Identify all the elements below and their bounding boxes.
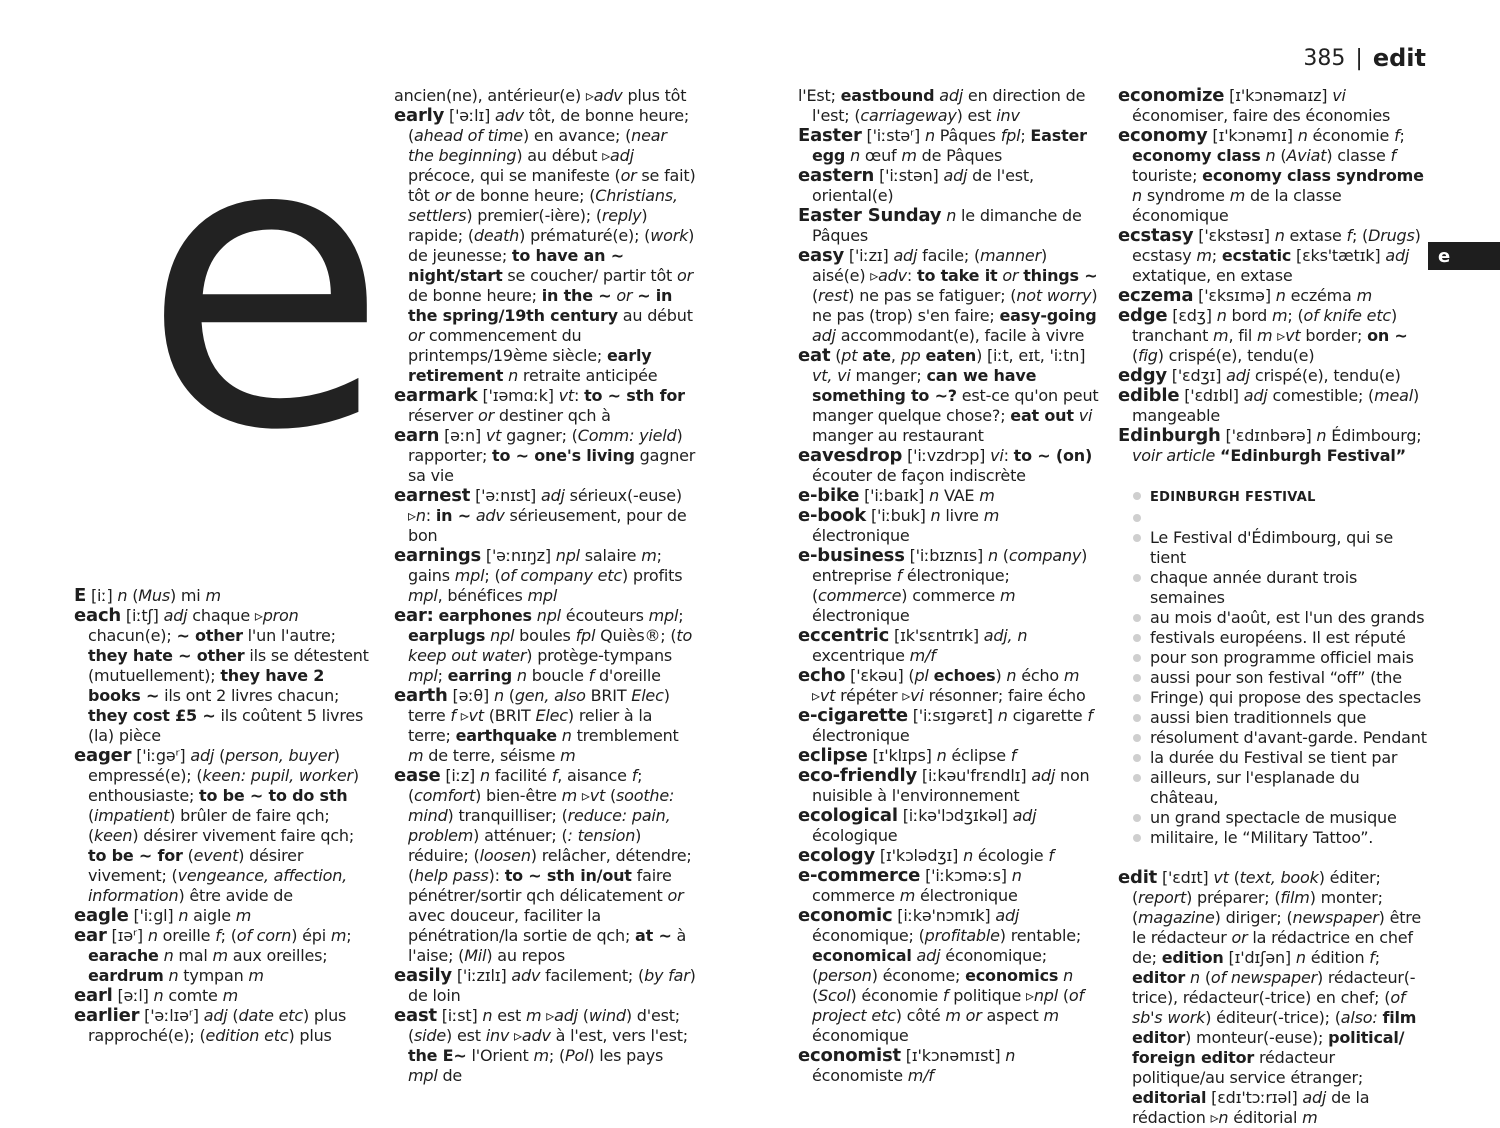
dictionary-entry: ear: earphones npl écouteurs mpl; earplugs npl boules fpl Quiès®; (to keep out water) protège-tympans mpl; earring n boucle f d'oreille [394,605,693,685]
dictionary-entry: ecological [iːkə'lɔdʒɪkəl] adj écologique [798,805,1037,845]
page-number: 385 [1303,45,1346,71]
dictionary-entry: E [iː] n (Mus) mi m [74,585,221,606]
dictionary-entry: each [iːtʃ] adj chaque ▹pron chacun(e); ~ other l'un l'autre; they hate ~ other ils se détestent (mutuellement); they have 2 books ~ ils ont 2 livres chacun; they cost £5 ~ ils coûtent 5 livres (la) pièce [74,605,369,745]
guide-word: edit [1372,44,1426,72]
dictionary-entry: echo ['ɛkəu] (pl echoes) n écho m ▹vt répéter ▹vi résonner; faire écho [798,665,1086,705]
dictionary-entry: eavesdrop ['iːvzdrɔp] vi: to ~ (on) écouter de façon indiscrète [798,445,1093,485]
dictionary-entry: ecstasy ['ɛkstəsɪ] n extase f; (Drugs) ecstasy m; ecstatic [ɛks'tætɪk] adj extatique, en extase [1118,225,1421,285]
header-separator: | [1355,45,1363,71]
dictionary-entry: e-cigarette ['iːsɪgərɛt] n cigarette f électronique [798,705,1093,745]
dictionary-entry: e-commerce ['iːkɔməːs] n commerce m électronique [798,865,1022,905]
dictionary-entry: earn [əːn] vt gagner; (Comm: yield) rapporter; to ~ one's living gagner sa vie [394,425,696,485]
dictionary-entry: eat (pt ate, pp eaten) [iːt, eɪt, 'iːtn] vt, vi manger; can we have something to ~? est-ce qu'on peut manger quelque chose?; eat out vi manger au restaurant [798,345,1099,445]
culture-note-line: ailleurs, sur l'esplanade du château, [1118,768,1430,808]
dictionary-entry: early ['əːlɪ] adv tôt, de bonne heure; (ahead of time) en avance; (near the beginning) au début ▹adj précoce, qui se manifeste (or se fait) tôt or de bonne heure; (Christians, settlers) premier(-ière); (reply) rapide; (death) prématuré(e); (work) de jeunesse; to have an ~ night/start se coucher/ partir tôt or de bonne heure; in the ~ or ~ in the spring/19th century au début or commencement du printemps/19ème siècle; early retirement n retraite anticipée [394,105,696,385]
dictionary-entry: Easter Sunday n le dimanche de Pâques [798,205,1082,245]
dictionary-entry: easily ['iːzɪlɪ] adv facilement; (by far) de loin [394,965,696,1005]
culture-note-title-text: EDINBURGH FESTIVAL [1150,490,1316,505]
dictionary-entry: earnings ['əːnɪŋz] npl salaire m; gains mpl; (of company etc) profits mpl, bénéfices mpl [394,545,683,605]
culture-note-line: un grand spectacle de musique [1118,808,1430,828]
dictionary-entry: easy ['iːzɪ] adj facile; (manner) aisé(e) ▹adv: to take it or things ~ (rest) ne pas se fatiguer; (not worry) ne pas (trop) s'en faire; easy-going adj accommodant(e), facile à vivre [798,245,1098,345]
dictionary-entry: ecology [ɪ'kɔlədʒɪ] n écologie f [798,845,1054,866]
thumb-index-tab: e [1428,242,1500,270]
culture-note-line: aussi pour son festival “off” (the [1118,668,1430,688]
dictionary-entry: edible ['ɛdɪbl] adj comestible; (meal) mangeable [1118,385,1420,425]
culture-note-spacer [1118,508,1430,528]
dictionary-entry: eagle ['iːgl] n aigle m [74,905,252,926]
culture-note-line: chaque année durant trois semaines [1118,568,1430,608]
dictionary-entry: eastern ['iːstən] adj de l'est, oriental(e) [798,165,1034,205]
dictionary-entry: economic [iːkə'nɔmɪk] adj économique; (profitable) rentable; economical adj économique; (person) économe; economics n (Scol) économie f politique ▹npl (of project etc) côté m or aspect m économique [798,905,1084,1045]
dictionary-entry: ear [ɪəʳ] n oreille f; (of corn) épi m; earache n mal m aux oreilles; eardrum n tympan m [74,925,352,985]
page-header [1303,44,1426,72]
dictionary-entry: earth [əːθ] n (gen, also BRIT Elec) terre f ▹vt (BRIT Elec) relier à la terre; earthquake n tremblement m de terre, séisme m [394,685,679,765]
column-4 [1118,86,1430,1128]
dictionary-entry: edgy ['ɛdʒɪ] adj crispé(e), tendu(e) [1118,365,1401,386]
culture-note-line: résolument d'avant-garde. Pendant [1118,728,1430,748]
dictionary-entry: ease [iːz] n facilité f, aisance f; (comfort) bien-être m ▹vt (soothe: mind) tranquilliser; (reduce: pain, problem) atténuer; (: tension) réduire; (loosen) relâcher, détendre; (help pass): to ~ sth in/out faire pénétrer/sortir qch délicatement or avec douceur, faciliter la pénétration/la sortie de qch; at ~ à l'aise; (Mil) au repos [394,765,692,965]
dictionary-entry: l'Est; eastbound adj en direction de l'est; (carriageway) est inv [798,86,1086,125]
dictionary-entry: earl [əːl] n comte m [74,985,238,1006]
culture-note-title [1118,486,1430,508]
dictionary-entry: e-business ['iːbɪznɪs] n (company) entreprise f électronique; (commerce) commerce m électronique [798,545,1088,625]
dictionary-entry: edit ['ɛdɪt] vt (text, book) éditer; (report) préparer; (film) monter; (magazine) diriger; (newspaper) être le rédacteur or la rédactrice en chef de; edition [ɪ'dɪʃən] n édition f; editor n (of newspaper) rédacteur(-trice), rédacteur(-trice) en chef; (of sb's work) éditeur(-trice); (also: film editor) monteur(-euse); political/ foreign editor rédacteur politique/au service étranger; editorial [ɛdɪ'tɔːrɪəl] adj de la rédaction ▹n éditorial m [1118,867,1421,1127]
dictionary-entry: eco-friendly [iːkəu'frɛndlɪ] adj non nuisible à l'environnement [798,765,1090,805]
dictionary-entry: economy [ɪ'kɔnəmɪ] n économie f; economy class n (Aviat) classe f touriste; economy class syndrome n syndrome m de la classe économique [1118,125,1424,225]
dictionary-entry: e-bike ['iːbaɪk] n VAE m [798,485,995,506]
dictionary-entry: e-book ['iːbuk] n livre m électronique [798,505,1000,545]
dictionary-entry: ancien(ne), antérieur(e) ▹adv plus tôt [394,86,687,105]
culture-note-line: pour son programme officiel mais [1118,648,1430,668]
dictionary-entry: eclipse [ɪ'klɪps] n éclipse f [798,745,1017,766]
column-3 [798,86,1100,1086]
dictionary-entry: earlier ['əːlɪəʳ] adj (date etc) plus rapproché(e); (edition etc) plus [74,1005,347,1045]
culture-note-box [1118,486,1430,848]
culture-note-line: la durée du Festival se tient par [1118,748,1430,768]
dictionary-entry: east [iːst] n est m ▹adj (wind) d'est; (side) est inv ▹adv à l'est, vers l'est; the E~ l'Orient m; (Pol) les pays mpl de [394,1005,688,1085]
dictionary-entry: eczema ['ɛksɪmə] n eczéma m [1118,285,1372,306]
dictionary-entry: earnest ['əːnɪst] adj sérieux(-euse) ▹n: in ~ adv sérieusement, pour de bon [394,485,687,545]
dictionary-entry: Easter ['iːstəʳ] n Pâques fpl; Easter egg n œuf m de Pâques [798,125,1087,165]
culture-note-line: Le Festival d'Édimbourg, qui se tient [1118,528,1430,568]
culture-note-line: festivals européens. Il est réputé [1118,628,1430,648]
column-1 [74,586,376,1046]
dictionary-entry: Edinburgh ['ɛdɪnbərə] n Édimbourg; voir article “Edinburgh Festival” [1118,425,1422,465]
culture-note-line: au mois d'août, est l'un des grands [1118,608,1430,628]
dictionary-entry: eager ['iːgəʳ] adj (person, buyer) empressé(e); (keen: pupil, worker) enthousiaste; to be ~ to do sth (impatient) brûler de faire qch; (keen) désirer vivement faire qch; to be ~ for (event) désirer vivement; (vengeance, affection, information) être avide de [74,745,359,905]
dictionary-entry: edge [ɛdʒ] n bord m; (of knife etc) tranchant m, fil m ▹vt border; on ~ (fig) crispé(e), tendu(e) [1118,305,1408,365]
dictionary-entry: earmark ['ɪəmɑːk] vt: to ~ sth for réserver or destiner qch à [394,385,685,425]
dictionary-entry: economist [ɪ'kɔnəmɪst] n économiste m/f [798,1045,1016,1085]
column-2 [394,86,696,1086]
section-letter: e [142,53,389,518]
culture-note-line: aussi bien traditionnels que [1118,708,1430,728]
culture-note-line: Fringe) qui propose des spectacles [1118,688,1430,708]
dictionary-entry: economize [ɪ'kɔnəmaɪz] vi économiser, faire des économies [1118,85,1391,125]
culture-note-line: militaire, le “Military Tattoo”. [1118,828,1430,848]
dictionary-entry: eccentric [ɪk'sɛntrɪk] adj, n excentrique m/f [798,625,1028,665]
